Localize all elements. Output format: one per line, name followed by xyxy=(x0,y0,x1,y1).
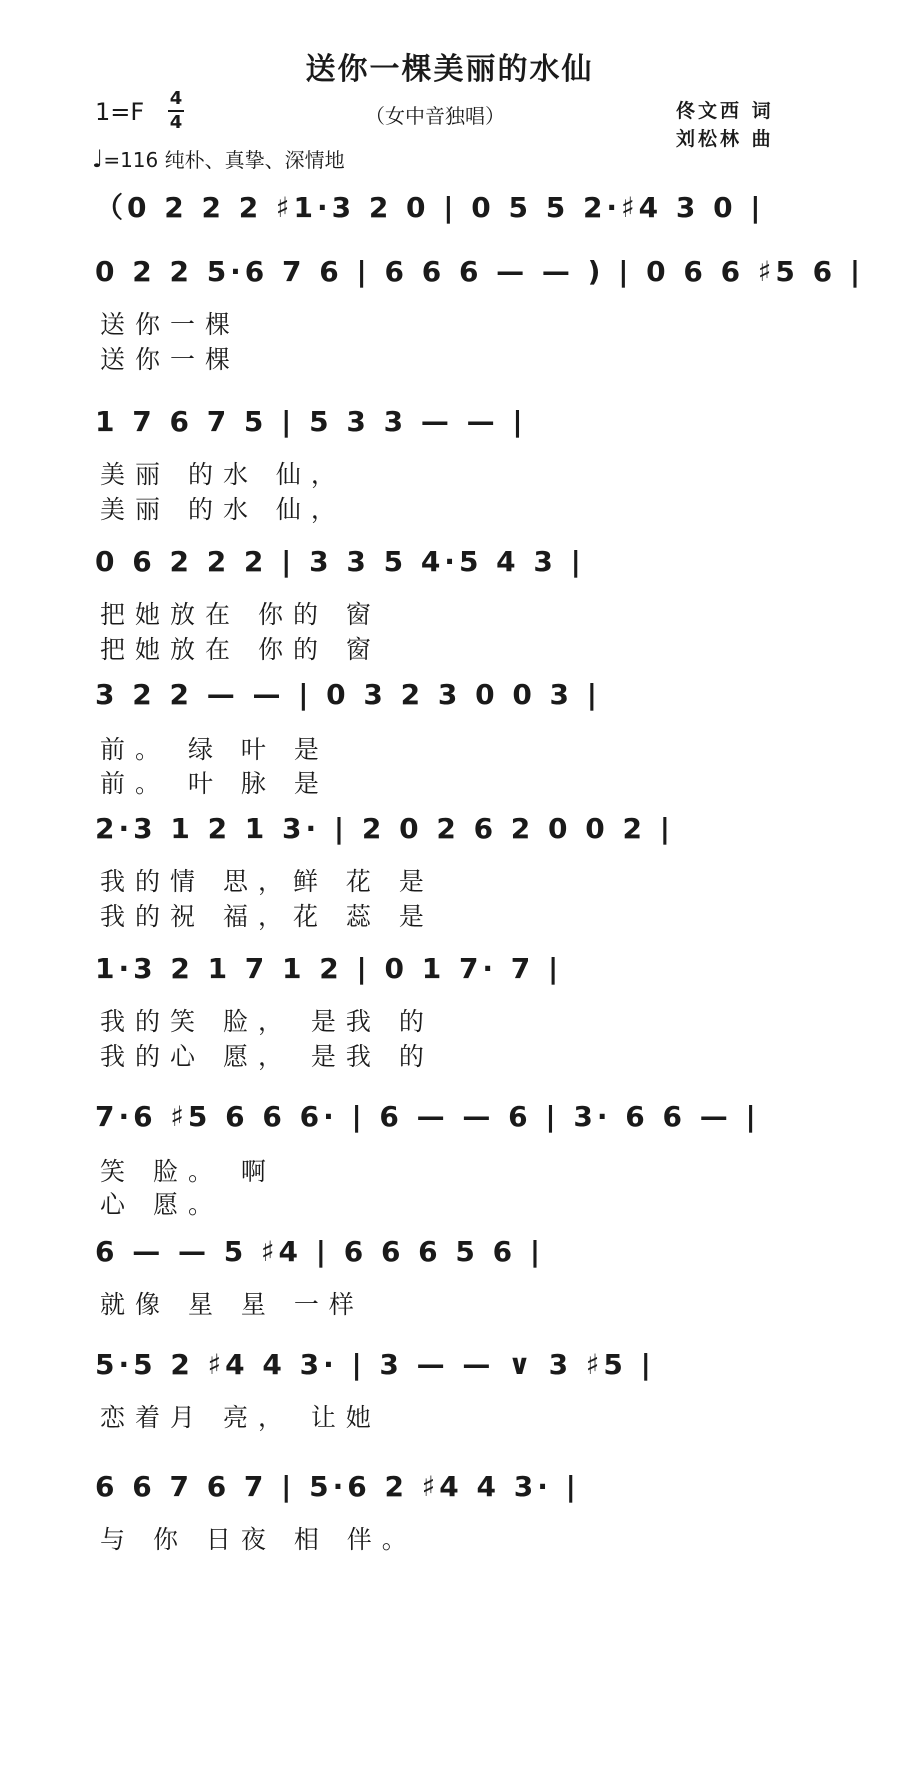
lyric-line-1: 恋着月 亮， 让她 xyxy=(100,1403,381,1432)
notation-row xyxy=(95,812,815,864)
time-signature xyxy=(168,90,184,132)
notation-row xyxy=(95,1235,815,1287)
lyric-line-1: 前。 绿 叶 是 xyxy=(100,735,329,764)
time-signature-top: 4 xyxy=(169,88,183,109)
notation-line: 6 — — 5 ♯4 | 6 6 6 5 6 | xyxy=(95,1235,545,1268)
lyric-line-2: 我的心 愿， 是我 的 xyxy=(100,1042,434,1071)
lyric-line-2: 送你一棵 xyxy=(100,345,241,374)
notation-row xyxy=(95,186,815,238)
notation-row xyxy=(95,405,815,457)
tempo-value: =116 xyxy=(103,148,159,172)
key-signature: 1=F xyxy=(95,98,145,126)
lyric-line-1: 我的笑 脸， 是我 的 xyxy=(100,1007,434,1036)
lyric-line-1: 把她放在 你的 窗 xyxy=(100,600,381,629)
lyric-line-2: 心 愿。 xyxy=(100,1190,223,1219)
time-signature-bottom: 4 xyxy=(169,112,183,133)
notation-row xyxy=(95,952,815,1004)
notation-line: 0 6 2 2 2 | 3 3 5 4·5 4 3 | xyxy=(95,545,585,578)
composer-credit: 刘松林 曲 xyxy=(676,128,774,150)
expression-text: 纯朴、真挚、深情地 xyxy=(164,148,345,172)
lyric-line-2: 美丽 的水 仙， xyxy=(100,495,346,524)
notation-line: 2·3 1 2 1 3· | 2 0 2 6 2 0 0 2 | xyxy=(95,812,674,845)
lyric-line-1: 笑 脸。 啊 xyxy=(100,1157,276,1186)
notation-row xyxy=(95,1100,815,1152)
notation-row xyxy=(95,255,865,307)
notation-row xyxy=(95,1470,815,1522)
notation-line: 3 2 2 — — | 0 3 2 3 0 0 3 | xyxy=(95,678,602,711)
lyric-line-2: 前。 叶 脉 是 xyxy=(100,769,329,798)
notation-line: 1·3 2 1 7 1 2 | 0 1 7· 7 | xyxy=(95,952,563,985)
lyric-line-1: 与 你 日夜 相 伴。 xyxy=(100,1525,417,1554)
song-title: 送你一棵美丽的水仙 xyxy=(305,52,594,87)
notation-line: 6 6 7 6 7 | 5·6 2 ♯4 4 3· | xyxy=(95,1470,580,1503)
notation-line: （0 2 2 2 ♯1·3 2 0 | 0 5 5 2·♯4 3 0 | xyxy=(95,191,765,224)
lyricist-credit: 佟文西 词 xyxy=(676,100,774,122)
notation-line: 0 2 2 5·6 7 6 | 6 6 6 — — ) | 0 6 6 ♯5 6 | xyxy=(95,255,865,288)
tempo-marking xyxy=(92,144,345,173)
notation-line: 1 7 6 7 5 | 5 3 3 — — | xyxy=(95,405,527,438)
quarter-note-icon: ♩ xyxy=(92,145,104,173)
notation-line: 7·6 ♯5 6 6 6· | 6 — — 6 | 3· 6 6 — | xyxy=(95,1100,760,1133)
lyric-line-1: 送你一棵 xyxy=(100,310,241,339)
subtitle: （女中音独唱） xyxy=(365,104,505,128)
notation-line: 5·5 2 ♯4 4 3· | 3 — — ∨ 3 ♯5 | xyxy=(95,1348,655,1381)
notation-row xyxy=(95,678,815,730)
lyric-line-2: 我的祝 福，花 蕊 是 xyxy=(100,902,434,931)
lyric-line-1: 美丽 的水 仙， xyxy=(100,460,346,489)
lyric-line-2: 把她放在 你的 窗 xyxy=(100,635,381,664)
notation-row xyxy=(95,1348,815,1400)
lyric-line-1: 我的情 思，鲜 花 是 xyxy=(100,867,434,896)
notation-row xyxy=(95,545,815,597)
lyric-line-1: 就像 星 星 一样 xyxy=(100,1290,364,1319)
